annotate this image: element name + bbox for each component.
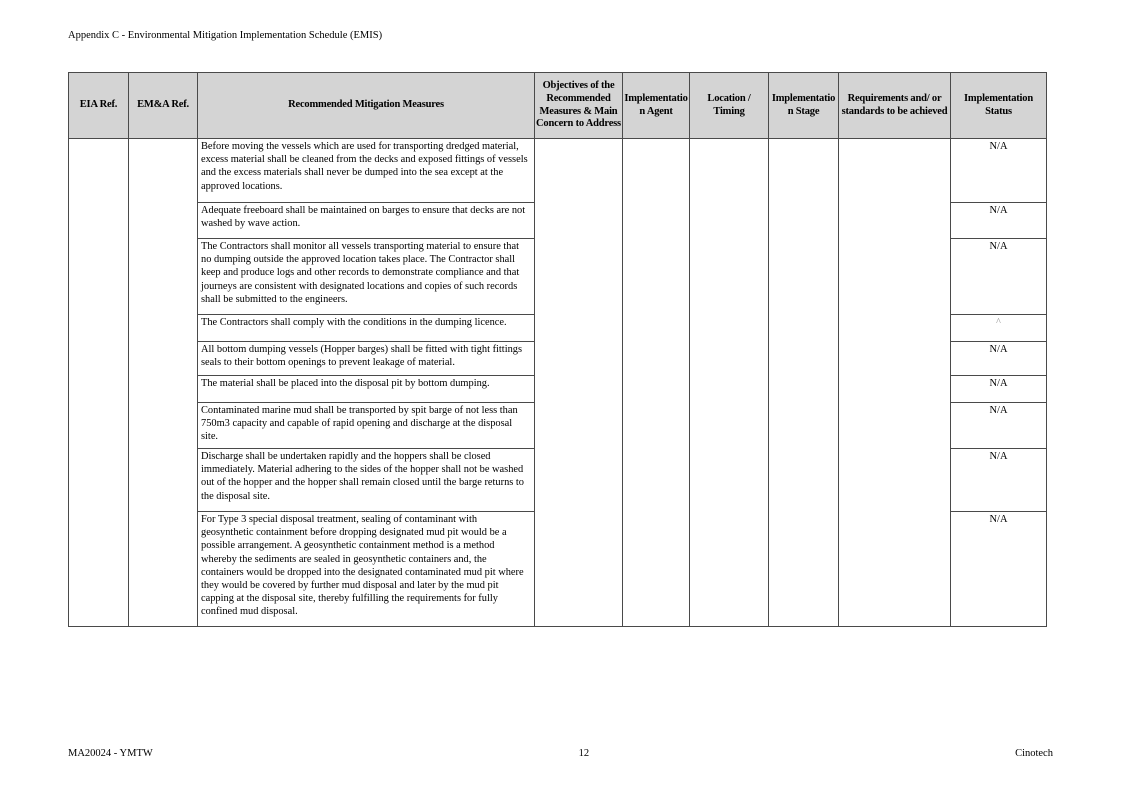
cell-measure: For Type 3 special disposal treatment, sealing of contaminant with geosynthetic containment before dropping designated mud pit would be a possible arrangement. A geosynthetic containment method is a method whereby the sediments are sealed in geosynthetic containers and, the containers would be dropped into the designated contaminated mud pit where they would be covered by further mud disposal and later by the mud pit capping at the disposal site, thereby fulfilling the requirements for fully confined mud disposal. [198,512,535,627]
cell-status: N/A [951,203,1047,239]
cell-measure: Discharge shall be undertaken rapidly and the hoppers shall be closed immediately. Material adhering to the sides of the hopper shall not be washed out of the hopper and the hopper shall remain closed until the barge returns to the disposal site. [198,449,535,512]
cell-ema-ref-empty [129,139,198,627]
col-header-implementation-status: Implementation Status [951,73,1047,139]
cell-objectives-empty [535,139,623,627]
cell-location-timing-empty [690,139,769,627]
cell-measure: Adequate freeboard shall be maintained on barges to ensure that decks are not washed by wave action. [198,203,535,239]
cell-status: N/A [951,239,1047,315]
col-header-implementation-agent: Implementation Agent [623,73,690,139]
col-header-location-timing: Location / Timing [690,73,769,139]
cell-measure: The material shall be placed into the disposal pit by bottom dumping. [198,376,535,403]
cell-status: N/A [951,376,1047,403]
cell-measure: Contaminated marine mud shall be transported by spit barge of not less than 750m3 capacity and capable of rapid opening and discharge at the disposal site. [198,403,535,449]
col-header-objectives: Objectives of the Recommended Measures & Main Concern to Address [535,73,623,139]
cell-status: N/A [951,139,1047,203]
col-header-implementation-stage: Implementation Stage [769,73,839,139]
footer-company: Cinotech [1015,748,1053,759]
cell-status: N/A [951,449,1047,512]
cell-status: ^ [951,315,1047,342]
cell-requirements-empty [839,139,951,627]
footer-project-ref: MA20024 - YMTW [68,748,153,759]
col-header-requirements-standards: Requirements and/ or standards to be achieved [839,73,951,139]
cell-measure: Before moving the vessels which are used for transporting dredged material, excess material shall be cleaned from the decks and exposed fittings of vessels and the excess materials shall never be dumped into the sea except at the approved locations. [198,139,535,203]
cell-measure: All bottom dumping vessels (Hopper barges) shall be fitted with tight fittings seals to their bottom openings to prevent leakage of material. [198,342,535,376]
cell-status: N/A [951,512,1047,627]
cell-measure: The Contractors shall comply with the conditions in the dumping licence. [198,315,535,342]
footer-page-number: 12 [578,748,590,759]
page-footer [68,748,1053,759]
col-header-recommended-mitigation-measures: Recommended Mitigation Measures [198,73,535,139]
cell-measure: The Contractors shall monitor all vessels transporting material to ensure that no dumping outside the approved location takes place. The Contractor shall keep and produce logs and other records to demonstrate compliance and that journeys are consistent with designated locations and copies of such records shall be submitted to the engineers. [198,239,535,315]
appendix-title: Appendix C - Environmental Mitigation Implementation Schedule (EMIS) [68,30,383,41]
cell-status: N/A [951,342,1047,376]
table-header-row [69,73,1047,139]
cell-stage-empty [769,139,839,627]
table-row [69,139,1047,203]
cell-status: N/A [951,403,1047,449]
col-header-eia-ref: EIA Ref. [69,73,129,139]
emis-table [68,72,1047,627]
col-header-ema-ref: EM&A Ref. [129,73,198,139]
cell-eia-ref-empty [69,139,129,627]
cell-agent-empty [623,139,690,627]
